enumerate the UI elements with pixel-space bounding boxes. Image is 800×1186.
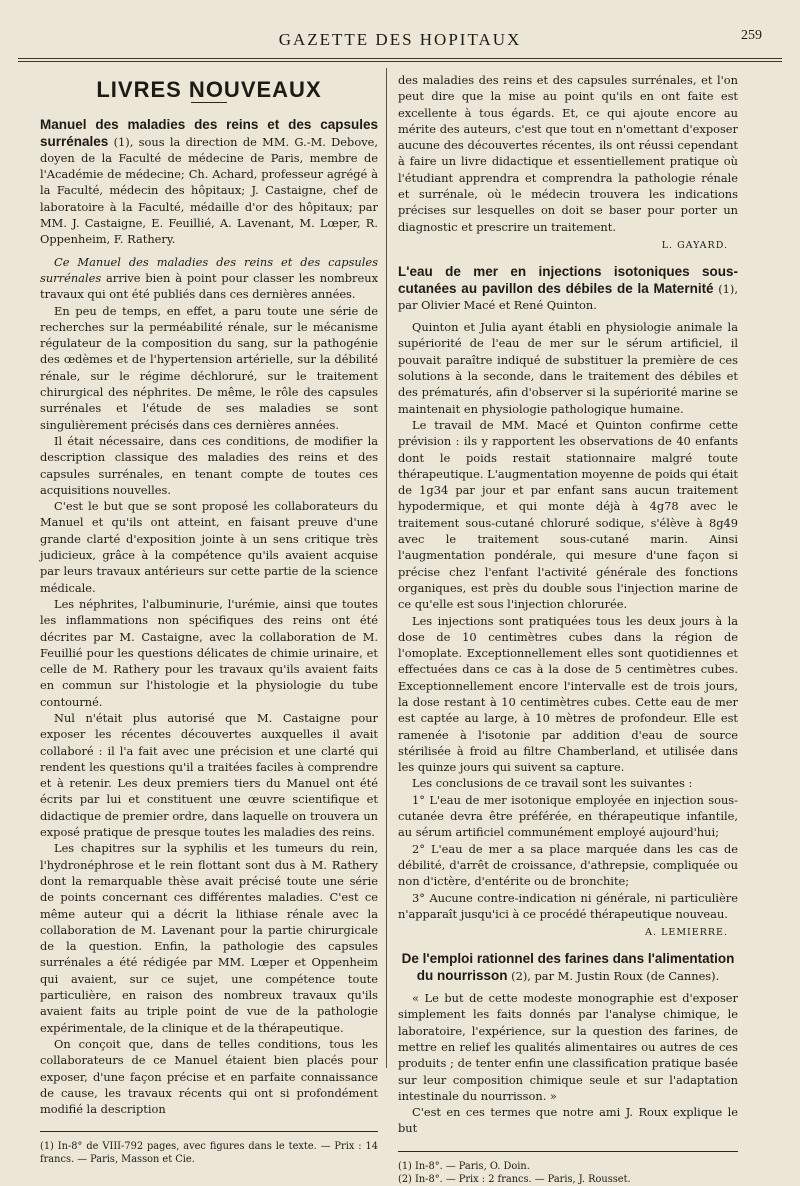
left-column (40, 72, 378, 1166)
review-heading-rest: (1), par Olivier Macé et René Quinton. (398, 281, 738, 312)
paragraph: 3° Aucune contre-indication ni générale, ni particulière n'apparaît jusqu'ici à ce procédé thérapeutique nouveau. (398, 890, 738, 921)
footnote-rule (398, 1151, 738, 1152)
review-title: Manuel des maladies des reins et des capsules surrénales (40, 117, 378, 149)
paragraph: Nul n'était plus autorisé que M. Castaigne pour exposer les récentes découvertes auxquelles il avait collaboré : il l'a fait avec une précision et une clarté qui rendent les questions qu'il a traitées faciles à comprendre et à retenir. Les deux premiers tiers du Manuel ont été écrits par lui et constituent une œuvre scientifique et didactique de premier ordre, dans laquelle on trouvera un exposé pratique de presque toutes les maladies des reins. (40, 710, 378, 840)
paragraph: C'est le but que se sont proposé les collaborateurs du Manuel et qu'ils ont atteint, en faisant preuve d'une grande clarté d'exposition jointe à un sens critique très judicieux, grâce à la compétence qu'ils avaient acquise par leurs travaux antérieurs sur cette partie de la science médicale. (40, 499, 378, 595)
column-divider (386, 68, 387, 1068)
footnote: (1) In-8° de VIII-792 pages, avec figures dans le texte. — Prix : 14 francs. — Paris, Masson et Cie. (40, 1141, 378, 1166)
paragraph: « Le but de cette modeste monographie est d'exposer simplement les faits donnés par l'analyse chimique, le laboratoire, l'expérience, sur la question des farines, de mettre en relief les qualités alimentaires ou autres de ces produits ; de tenter enfin une classification pratique basée sur leur composition chimique seule et sur l'adaptation intestinale du nourrisson. » (398, 991, 738, 1103)
title-rule (191, 102, 227, 103)
review-heading-rest: (1), sous la direction de MM. G.-M. Debove, doyen de la Faculté de médecine de Paris, membre de l'Académie de médecine; Ch. Achard, professeur agrégé à la Faculté, médecin des hôpitaux; J. Castaigne, chef de laboratoire à la Faculté, médaille d'or des hôpitaux; par MM. J. Castaigne, E. Feuillié, A. Lavenant, M. Lœper, R. Oppenheim, F. Rathery. (40, 134, 378, 247)
paragraph: Il était nécessaire, dans ces conditions, de modifier la description classique des maladies des reins et des capsules surrénales, en tenant compte de toutes ces acquisitions nouvelles. (40, 433, 378, 497)
paragraph: Les néphrites, l'albuminurie, l'urémie, ainsi que toutes les inflammations non spécifiques des reins ont été décrites par M. Castaigne, avec la collaboration de M. Feuillié pour les questions délicates de chimie urinaire, et celle de M. Rathery pour les travaux qu'ils avaient faits en commun sur l'histologie et la physiologie du tube contourné. (40, 596, 378, 709)
paragraph: Les injections sont pratiquées tous les deux jours à la dose de 10 centimètres cubes dans la région de l'omoplate. Exceptionnellement elles sont quotidiennes et effectuées dans ce cas à la dose de 5 centimètres cubes. Exceptionnellement encore l'intervalle est de trois jours, la dose restant à 10 centimètres cubes. Cette eau de mer est captée au large, à 10 mètres de profondeur. Elle est ramenée à l'isotonie par addition d'eau de source stérilisée à froid au filtre Chamberland, et utilisée dans les quinze jours qui suivent sa capture. (398, 613, 738, 775)
signature: A. LEMIERRE. (645, 927, 728, 939)
paragraph: C'est en ces termes que notre ami J. Roux explique le but (398, 1105, 738, 1136)
page-number: 259 (741, 28, 762, 43)
signature: L. GAYARD. (661, 239, 728, 251)
header-rule (18, 58, 782, 59)
paragraph-text: arrive bien à point pour classer les nombreux travaux qui ont été publiés dans ces dernières années. (40, 270, 378, 302)
review-heading (398, 264, 738, 313)
paragraph: Les chapitres sur la syphilis et les tumeurs du rein, l'hydronéphrose et le rein flottant sont dus à M. Rathery dont la remarquable thèse avait précisé toute une série de points concernant ces différentes maladies. C'est ce même auteur qui a décrit la lithiase rénale avec la collaboration de M. Lavenant pour la partie chirurgicale de la question. Enfin, la pathologie des capsules surrénales a été rédigée par MM. Lœper et Oppenheim qui avaient, sur ce sujet, une compétence toute particulière, en raison des nombreux travaux qu'ils avaient faits au triple point de vue de la pathologie expérimentale, de la clinique et de la thérapeutique. (40, 841, 378, 1035)
paragraph: Le travail de MM. Macé et Quinton confirme cette prévision : ils y rapportent les observations de 40 enfants dont le poids restait stationnaire malgré toute thérapeutique. L'augmentation moyenne de poids qui était de 1g34 par jour et par enfant sans aucun traitement hypodermique, et qui monte déjà à 4g78 avec le traitement sous-cutané chloruré sodique, s'élève à 8g49 avec le traitement sous-cutané marin. Ainsi l'augmentation pondérale, qui mesure d'une façon si précise chez l'enfant l'activité générale des fonctions organiques, est près du double sous l'injection marine de ce qu'elle est sous l'injection chlorurée. (398, 417, 738, 612)
italic-title: Ce Manuel des maladies des reins et des capsules surrénales (40, 254, 378, 285)
right-column (398, 72, 738, 1186)
header-rule-double (18, 61, 782, 62)
review-heading (40, 117, 378, 247)
section-title: LIVRES NOUVEAUX (96, 77, 322, 102)
paragraph (40, 254, 378, 303)
paragraph: 2° L'eau de mer a sa place marquée dans les cas de débilité, d'arrêt de croissance, d'athrepsie, compliquée ou non d'ictère, d'entérite ou de bronchite; (398, 841, 738, 889)
review-heading (398, 951, 738, 984)
footnote: (2) In-8°. — Prix : 2 francs. — Paris, J. Rousset. (398, 1173, 631, 1185)
paragraph: Quinton et Julia ayant établi en physiologie animale la supériorité de l'eau de mer sur le sérum artificiel, il pouvait paraître indiqué de substituer la première de ces solutions à la seconde, dans le traitement des débiles et des prématurés, afin d'observer si la supériorité marine se maintenait en physiologie pathologique humaine. (398, 320, 738, 416)
paragraph: On conçoit que, dans de telles conditions, tous les collaborateurs de ce Manuel étaient bien placés pour exposer, d'une façon précise et en parfaite connaissance de cause, les travaux récents qui ont si profondément modifié la description (40, 1036, 378, 1117)
review-heading-rest: (2), par M. Justin Roux (de Cannes). (511, 968, 720, 983)
paragraph: Les conclusions de ce travail sont les suivantes : (412, 776, 693, 791)
paragraph: En peu de temps, en effet, a paru toute une série de recherches sur la perméabilité rénale, sur le mécanisme régulateur de la composition du sang, sur la pathogénie des œdèmes et de l'hypertension artérielle, sur la débilité rénale, sur le régime déchloruré, sur le traitement chirurgical des néphrites. De même, le rôle des capsules surrénales et l'étude de ses maladies se sont singulièrement précisés dans ces dernières années. (40, 303, 378, 432)
paragraph: des maladies des reins et des capsules surrénales, et l'on peut dire que la mise au point qu'ils en ont faite est excellente à tous égards. Et, ce qui ajoute encore au mérite des auteurs, c'est que tout en n'omettant d'exposer aucune des découvertes récentes, ils ont réussi cependant à faire un livre didactique et essentiellement pratique où l'étudiant apprendra et comprendra la pathologie rénale et surrénale, où le médecin trouvera les indications précises sur lesquelles on doit se baser pour porter un diagnostic et prescrire un traitement. (398, 73, 738, 234)
footnote: (1) In-8°. — Paris, O. Doin. (398, 1160, 530, 1172)
review-title: De l'emploi rationnel des farines dans l'alimentation du nourrisson (401, 951, 735, 983)
running-head: GAZETTE DES HOPITAUX (278, 30, 522, 49)
footnote-rule (40, 1131, 378, 1132)
review-title: L'eau de mer en injections isotoniques sous-cutanées au pavillon des débiles de la Maternité (398, 264, 738, 296)
paragraph: 1° L'eau de mer isotonique employée en injection sous-cutanée devra être préférée, en thérapeutique infantile, au sérum artificiel communément employé aujourd'hui; (398, 792, 738, 840)
